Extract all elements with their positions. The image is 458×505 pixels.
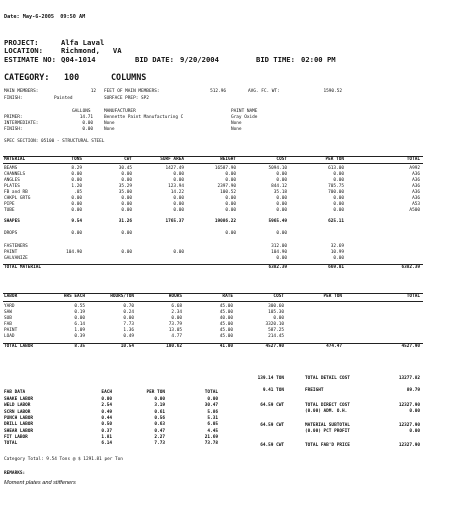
material-row-cell: 2397.90: [217, 183, 236, 189]
material-row-cell: 0.00: [71, 195, 82, 201]
labor-header-cell: HOURS: [168, 294, 182, 299]
paint-row-gallons: 0.00: [82, 121, 93, 126]
labor-total-cell: 4527.90: [401, 344, 420, 349]
paint-row-gallons: 0.00: [82, 127, 93, 132]
material-header-cell: WEIGHT: [220, 156, 236, 162]
material-row-cell: 14.22: [170, 189, 184, 195]
fasteners-cost: 312.00: [271, 244, 287, 249]
spec-section: SPEC SECTION: 05100 - STRUCTURAL STEEL: [4, 139, 105, 144]
fab-cwt-a: 64.59 CWT: [260, 403, 284, 408]
fab-row-cell: 2.27: [154, 434, 165, 440]
drops-row-cell: DROPS: [4, 231, 18, 236]
material-row-cell: 0.00: [225, 171, 236, 177]
labor-row-cell: 73.79: [168, 321, 182, 327]
labor-total-rule: [3, 343, 423, 344]
admin-oh-value: 0.00: [409, 409, 420, 414]
drops-row-cell: 0.00: [121, 231, 132, 236]
fab-header-cell: FAB DATA: [4, 390, 26, 395]
category-total: Category Total: 9.54 Tons @ $ 1291.81 per Ton: [4, 457, 123, 462]
shapes-row-cell: SHAPES: [4, 219, 20, 224]
fab-row-name: DRILL LABOR: [4, 422, 34, 428]
fab-row-cell: 2.54: [101, 403, 112, 409]
total-direct-cost-label: TOTAL DIRECT COST: [305, 403, 350, 408]
material-row-cell: 0.00: [333, 207, 344, 213]
material-row-cell: 0.00: [173, 201, 184, 207]
shapes-row-cell: 1765.37: [165, 219, 184, 224]
labor-row-cell: 0.55: [74, 303, 85, 309]
labor-header-cell: COST: [273, 294, 284, 299]
fab-row-cell: 0.44: [101, 415, 112, 421]
total-direct-cost-value: 12327.90: [398, 403, 420, 408]
shapes-row-cell: 19086.22: [214, 219, 236, 224]
feet-value: 512.96: [210, 89, 226, 94]
total-detail-value: 13277.82: [398, 376, 420, 381]
fasteners-per-ton: 32.69: [330, 244, 344, 249]
labor-row-cell: 13.05: [168, 327, 182, 333]
fab-row-cell: 5.86: [207, 409, 218, 415]
material-header-cell: TONS: [71, 156, 82, 162]
estimate-label: ESTIMATE NO:: [4, 55, 56, 64]
fab-row-cell: 0.00: [154, 397, 165, 402]
material-row-cell: 0.00: [71, 177, 82, 183]
material-row-name: BEAMS: [4, 165, 18, 171]
finish-value: Painted: [54, 96, 73, 101]
material-header-cell: COST: [276, 156, 287, 162]
fab-row-name: FIT LABOR: [4, 434, 28, 440]
fab-row-cell: 73.78: [204, 441, 218, 447]
material-row-cell: 0.00: [173, 207, 184, 213]
material-row-cell: 0.00: [71, 201, 82, 207]
material-row-cell: 0.00: [276, 177, 287, 183]
material-row-name: TUBE: [4, 207, 15, 213]
material-row-cell: 35.29: [118, 183, 132, 189]
labor-row-name: PAINT: [4, 327, 18, 333]
fab-row-cell: 0.00: [101, 397, 112, 402]
paint-row-label: INTERMEDIATE:: [4, 121, 39, 126]
fasteners-label: FASTENERS: [4, 244, 28, 249]
freight-label: FREIGHT: [305, 388, 324, 393]
remarks-text: Moment plates and stiffeners: [4, 480, 76, 486]
fab-row-cell: 6.05: [207, 422, 218, 428]
drops-row-cell: 0.00: [276, 231, 287, 236]
labor-header-cell: LABOR: [4, 294, 18, 299]
project-label: PROJECT:: [4, 38, 39, 47]
material-row-cell: 0.00: [71, 207, 82, 213]
paint-row-tons: 104.90: [66, 250, 82, 255]
labor-row-cell: 6.14: [74, 321, 85, 327]
labor-row-cell: 45.00: [219, 309, 233, 315]
material-row-cell: 0.00: [276, 207, 287, 213]
category-label: CATEGORY:: [4, 72, 50, 82]
drops-row-cell: 0.00: [71, 231, 82, 236]
labor-row-cell: 0.49: [123, 333, 134, 339]
material-row-cell: 1427.49: [165, 165, 184, 171]
fab-row-name: SHAKE LABOR: [4, 397, 34, 402]
labor-total-cell: TOTAL LABOR: [4, 344, 34, 349]
fab-row-cell: 4.45: [207, 428, 218, 434]
material-row-cell: 0.00: [225, 207, 236, 213]
fab-row-cell: 21.69: [204, 434, 218, 440]
galvanize-per-ton: 0.00: [333, 256, 344, 261]
fab-row-cell: 0.00: [207, 397, 218, 402]
fab-row-cell: 0.37: [101, 428, 112, 434]
total-material-per-ton: 669.01: [328, 265, 344, 270]
fab-row-cell: 0.61: [154, 409, 165, 415]
material-row-cell: 700.00: [328, 189, 344, 195]
avg-label: AVG. FC. WT:: [248, 89, 280, 94]
location-value: Richmond, VA: [61, 46, 122, 55]
labor-row-cell: 45.00: [219, 303, 233, 309]
main-members-label: MAIN MEMBERS:: [4, 89, 39, 94]
material-subtotal-label: MATERIAL SUBTOTAL: [305, 423, 350, 428]
shapes-row-cell: 31.26: [118, 219, 132, 224]
material-row-name: CHKPL GRTG: [4, 195, 31, 201]
material-header-cell: MATERIAL: [4, 156, 26, 162]
paint-row-name: None: [231, 121, 242, 126]
subtotal-hours: 139.14 TON: [257, 376, 284, 381]
material-row-cell: A36: [412, 171, 420, 177]
shapes-row-cell: 5965.49: [268, 219, 287, 224]
labor-row-name: FAB: [4, 321, 12, 327]
material-total-rule: [3, 264, 423, 265]
shapes-row-cell: 9.54: [71, 219, 82, 224]
fab-header-cell: PER TON: [146, 390, 165, 395]
labor-header-cell: HRS EACH: [63, 294, 85, 299]
material-row-cell: 0.00: [276, 195, 287, 201]
labor-row-cell: 2.34: [171, 309, 182, 315]
category-number: 100: [64, 72, 80, 82]
material-row-cell: A36: [412, 183, 420, 189]
labor-header-cell: PER TON: [323, 294, 342, 299]
paint-row-gallons: 14.71: [79, 115, 93, 120]
fab-row-cell: 3.19: [154, 403, 165, 409]
material-row-name: ANGLES: [4, 177, 20, 183]
fab-row-cell: 5.31: [207, 415, 218, 421]
fab-row-cell: 0.63: [154, 422, 165, 428]
labor-total-cell: 4527.90: [265, 344, 284, 349]
remarks-label: REMARKS:: [4, 471, 26, 476]
material-row-cell: 8.29: [71, 165, 82, 171]
material-header-cell: TOTAL: [406, 156, 420, 162]
surface-prep: SURFACE PREP: SP2: [104, 96, 149, 101]
labor-row-name: YARD: [4, 303, 15, 309]
fab-row-cell: 1.81: [101, 434, 112, 440]
total-material-total: 6382.39: [401, 265, 420, 270]
material-row-cell: 0.00: [173, 177, 184, 183]
fab-row-cell: 0.56: [154, 415, 165, 421]
labor-row-cell: 0.39: [74, 333, 85, 339]
bid-time-label: BID TIME:: [256, 55, 295, 64]
fab-row-name: SHEAR LABOR: [4, 428, 34, 434]
material-row-cell: A500: [409, 207, 420, 213]
material-row-cell: 0.00: [333, 201, 344, 207]
labor-row-name: LOAD: [4, 333, 15, 339]
finish-label: FINISH:: [4, 96, 23, 101]
labor-total-cell: 474.47: [326, 344, 342, 349]
material-row-cell: 0.00: [276, 171, 287, 177]
fab-header-cell: EACH: [101, 390, 112, 395]
fab-row-cell: 0.50: [101, 422, 112, 428]
paint-header-manufacturer: MANUFACTURER: [104, 109, 136, 114]
material-row-cell: 0.00: [121, 207, 132, 213]
shapes-row-cell: 625.11: [328, 219, 344, 224]
material-row-cell: 16587.90: [214, 165, 236, 171]
material-row-cell: 123.94: [168, 183, 184, 189]
location-label: LOCATION:: [4, 46, 43, 55]
project-name: Alfa Laval: [61, 38, 105, 47]
freight-value: 89.79: [406, 388, 420, 393]
labor-total-cell: 41.00: [219, 344, 233, 349]
paint-row-label: PRIMER:: [4, 115, 23, 120]
material-row-cell: 0.00: [121, 201, 132, 207]
fab-cwt-c: 64.59 CWT: [260, 443, 284, 448]
material-row-cell: 0.00: [333, 195, 344, 201]
pct-profit-value: 0.00: [409, 429, 420, 434]
fab-row-cell: 30.47: [204, 403, 218, 409]
material-row-cell: A53: [412, 201, 420, 207]
material-header-cell: CWT: [124, 156, 132, 162]
material-row-cell: 0.00: [173, 195, 184, 201]
labor-row-name: SUB: [4, 315, 12, 321]
report-date: Date: May-6-2005 09:50 AM: [4, 14, 86, 20]
material-row-cell: A36: [412, 195, 420, 201]
material-row-cell: 30.45: [118, 165, 132, 171]
material-row-cell: 844.12: [271, 183, 287, 189]
labor-row-cell: 214.45: [268, 333, 284, 339]
material-row-name: FB and RB: [4, 189, 28, 195]
material-row-cell: A36: [412, 189, 420, 195]
material-row-cell: 0.00: [121, 177, 132, 183]
paint-row-cwt: 0.00: [121, 250, 132, 255]
material-row-name: PIPE: [4, 201, 15, 207]
material-header-cell: PER TON: [325, 156, 344, 162]
fab-row-cell: 0.47: [154, 428, 165, 434]
avg-value: 1590.52: [323, 89, 342, 94]
fab-cwt-b: 64.59 CWT: [260, 423, 284, 428]
labor-row-cell: 3320.10: [265, 321, 284, 327]
total-detail-label: TOTAL DETAIL COST: [305, 376, 350, 381]
material-row-cell: 0.00: [121, 171, 132, 177]
feet-label: FEET OF MAIN MEMBERS:: [104, 89, 160, 94]
material-header-cell: SURF AREA: [160, 156, 184, 162]
paint-row-name: None: [231, 127, 242, 132]
bid-date-label: BID DATE:: [135, 55, 174, 64]
paint-row-name: Gray Oxide: [231, 115, 258, 120]
material-row-cell: 0.00: [276, 201, 287, 207]
labor-row-cell: 0.24: [123, 309, 134, 315]
material-row-cell: A992: [409, 165, 420, 171]
material-row-cell: 5094.10: [268, 165, 287, 171]
paint-row-cost: 104.90: [271, 250, 287, 255]
fab-row-name: PUNCH LABOR: [4, 415, 34, 421]
total-fabd-price-value: 12327.90: [398, 443, 420, 448]
labor-header-cell: HOURS/TON: [110, 294, 134, 299]
labor-total-cell: 10.54: [120, 344, 134, 349]
labor-row-cell: 0.00: [273, 315, 284, 321]
labor-row-cell: 105.30: [268, 309, 284, 315]
labor-row-cell: 45.00: [219, 333, 233, 339]
estimate-number: Q04-1014: [61, 55, 96, 64]
material-row-cell: 0.00: [225, 195, 236, 201]
paint-row-label: FINISH:: [4, 127, 23, 132]
fab-row-cell: 0.49: [101, 409, 112, 415]
material-row-cell: 1.20: [71, 183, 82, 189]
material-row-cell: .05: [74, 189, 82, 195]
labor-total-cell: 100.62: [166, 344, 182, 349]
labor-header-cell: TOTAL: [406, 294, 420, 299]
galvanize-label: GALVANIZE: [4, 256, 28, 261]
labor-row-cell: 7.73: [123, 321, 134, 327]
material-row-cell: 35.00: [118, 189, 132, 195]
labor-row-cell: 4.77: [171, 333, 182, 339]
material-row-cell: 613.00: [328, 165, 344, 171]
paint-row-manufacturer: None: [104, 127, 115, 132]
material-row-cell: 0.00: [173, 171, 184, 177]
main-members-value: 12: [90, 89, 96, 94]
total-fabd-price-label: TOTAL FAB'D PRICE: [305, 443, 350, 448]
fab-row-cell: 6.14: [101, 441, 112, 447]
material-row-cell: 0.00: [121, 195, 132, 201]
fab-header-cell: TOTAL: [204, 390, 218, 395]
labor-total-cell: 8.35: [74, 344, 85, 349]
fab-row-cell: 7.73: [154, 441, 165, 447]
admin-oh-label: (0.00) ADM. O.H.: [305, 409, 348, 414]
paint-header-gallons: GALLONS: [72, 109, 91, 114]
material-subtotal-value: 12327.90: [398, 423, 420, 428]
paint-row-manufacturer: Bennette Paint Manufacturing C: [104, 115, 184, 120]
fab-row-name: TOTAL: [4, 441, 18, 447]
paint-row-label: PAINT: [4, 250, 18, 255]
labor-row-cell: 1.36: [123, 327, 134, 333]
material-row-cell: 35.18: [273, 189, 287, 195]
paint-header-name: PAINT NAME: [231, 109, 258, 114]
labor-row-cell: 0.00: [171, 315, 182, 321]
labor-row-cell: 6.68: [171, 303, 182, 309]
labor-header-rule-bottom: [3, 301, 423, 302]
material-row-cell: 0.00: [225, 177, 236, 183]
labor-row-cell: 0.70: [123, 303, 134, 309]
labor-row-cell: 45.00: [219, 327, 233, 333]
labor-row-cell: 587.25: [268, 327, 284, 333]
material-row-name: PLATES: [4, 183, 20, 189]
material-row-cell: 100.52: [220, 189, 236, 195]
labor-row-cell: 0.00: [123, 315, 134, 321]
fab-row-name: WELD LABOR: [4, 403, 31, 409]
pct-profit-label: (0.00) PCT PROFIT: [305, 429, 350, 434]
total-material-cost: 6382.39: [268, 265, 287, 270]
drops-row-cell: 0.00: [225, 231, 236, 236]
material-row-name: CHANNELS: [4, 171, 26, 177]
material-row-cell: 705.75: [328, 183, 344, 189]
labor-header-cell: RATE: [222, 294, 233, 299]
material-row-cell: 0.00: [225, 201, 236, 207]
subtotal-rate: 9.41 TON: [262, 388, 284, 393]
fab-row-name: SCRN LABOR: [4, 409, 31, 415]
labor-row-cell: 1.09: [74, 327, 85, 333]
galvanize-cost: 0.00: [276, 256, 287, 261]
material-header-rule-bottom: [3, 163, 423, 164]
material-header-rule: [3, 156, 423, 157]
paint-row-per-ton: 10.99: [330, 250, 344, 255]
bid-date-value: 9/20/2004: [180, 55, 219, 64]
material-row-cell: 0.00: [333, 177, 344, 183]
labor-row-cell: 40.00: [219, 315, 233, 321]
labor-row-cell: 0.19: [74, 309, 85, 315]
labor-row-cell: 300.60: [268, 303, 284, 309]
labor-row-name: SAW: [4, 309, 12, 315]
category-name: COLUMNS: [111, 72, 147, 82]
paint-row-area: 0.00: [173, 250, 184, 255]
paint-row-manufacturer: None: [104, 121, 115, 126]
total-material-label: TOTAL MATERIAL: [4, 265, 42, 270]
labor-row-cell: 45.00: [219, 321, 233, 327]
material-row-cell: A36: [412, 177, 420, 183]
labor-row-cell: 0.00: [74, 315, 85, 321]
material-row-cell: 0.00: [71, 171, 82, 177]
bid-time-value: 02:00 PM: [301, 55, 336, 64]
material-row-cell: 0.00: [333, 171, 344, 177]
